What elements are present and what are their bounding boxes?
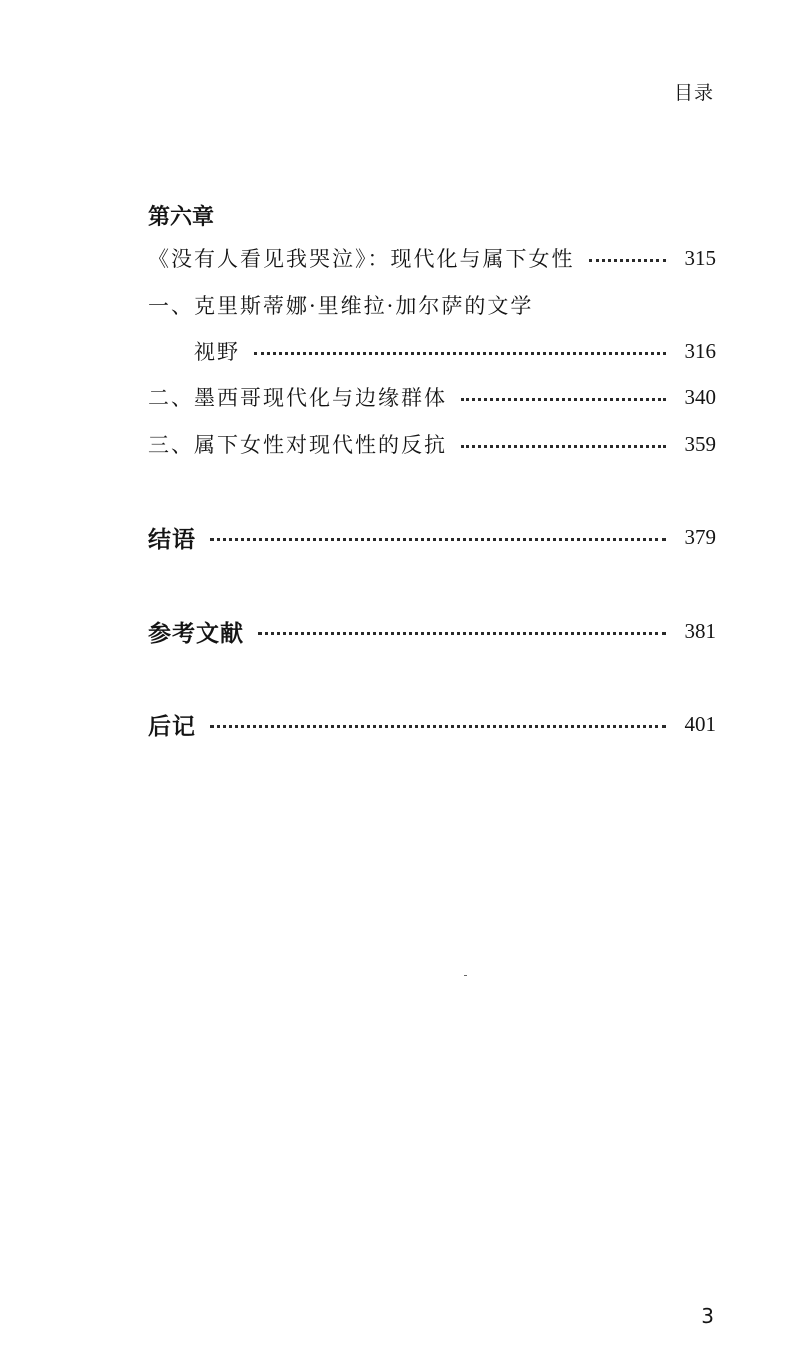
toc-entry-title: 三、属下女性对现代性的反抗 [148,433,447,457]
toc-entry-section-1-continued [194,334,716,368]
toc-entry-title: 视野 [194,340,240,364]
chapter-heading: 第六章 [148,204,215,230]
toc-entry-page: 401 [684,711,716,736]
toc-entry-chapter-title [148,241,716,275]
toc-entry-section-2 [148,380,716,414]
dot-leader [589,259,667,262]
toc-entry-page: 379 [684,524,716,549]
dot-leader [210,538,666,541]
toc-entry-title: 二、墨西哥现代化与边缘群体 [148,386,447,410]
toc-entry-title: 一、克里斯蒂娜·里维拉·加尔萨的文学 [148,294,534,318]
toc-entry-section-3 [148,427,716,461]
toc-entry-title: 后记 [148,712,196,740]
toc-entry-section-1 [148,288,716,322]
print-speck [464,975,467,976]
dot-leader [461,445,666,448]
toc-entry-page: 359 [684,431,716,456]
toc-entry-conclusion [148,520,716,554]
toc-entry-title: 参考文献 [148,619,244,647]
toc-entry-page: 315 [684,245,716,270]
dot-leader [254,352,666,355]
toc-entry-references [148,614,716,648]
toc-entry-page: 340 [684,384,716,409]
running-head: 目录 [673,82,714,104]
toc-entry-afterword [148,707,716,741]
toc-entry-title: 《没有人看见我哭泣》：现代化与属下女性 [148,247,575,271]
dot-leader [210,725,666,728]
dot-leader [258,632,666,635]
page-number: 3 [701,1304,714,1328]
toc-entry-page: 316 [684,338,716,363]
toc-entry-page: 381 [684,618,716,643]
dot-leader [461,398,666,401]
toc-entry-title: 结语 [148,525,196,553]
